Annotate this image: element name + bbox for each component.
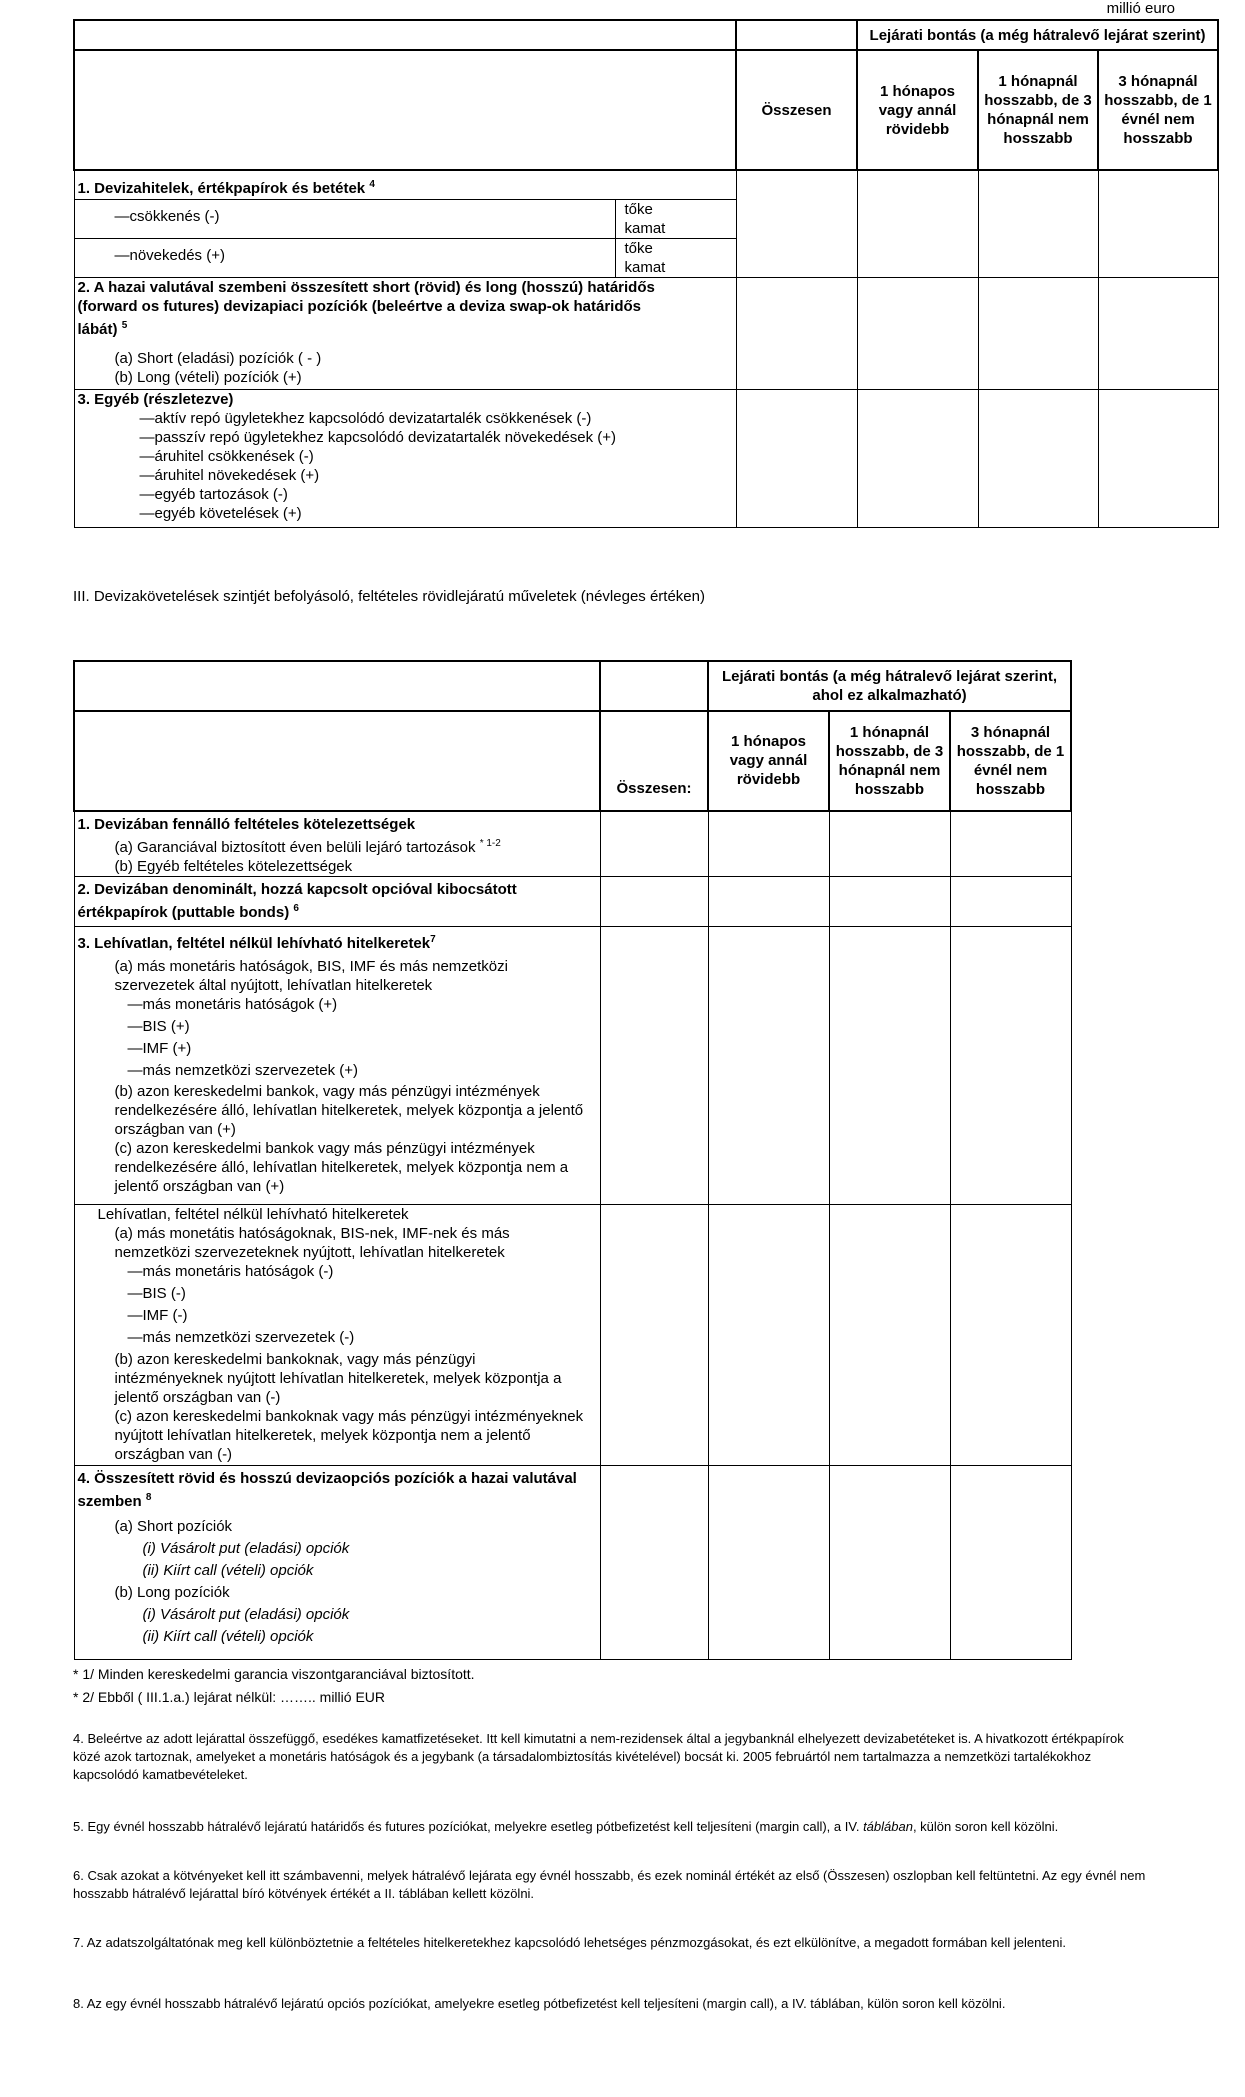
- header-line: hosszabb, de 1: [956, 743, 1065, 760]
- footnote-4: 4. Beleértve az adott lejárattal összefüggő, esedékes kamatfizetéseket. Itt kell kimutatni a nem-rezidensek által a jegybanknál elhelyezett devizabetéteket is. A hivatkozott értékpapírok közé azok tartoznak, amelyeket a monetáris hatóságok és a jegybank (a társadalombiztosítás kivételével) bocsát ki. 2005 februártól nem tartalmazza a nemzetközi tartalékokhoz kapcsolódó kamatbevételeket.: [73, 1731, 1124, 1782]
- cell-total: [600, 877, 708, 927]
- credit-line-text: intézményeknek nyújtott lehívatlan hitelkeretek, melyek központja a: [114, 1370, 562, 1387]
- header-line: évnél nem: [1121, 111, 1195, 128]
- row-title-part: értékpapírok (puttable bonds): [77, 904, 290, 921]
- header-line: évnél nem: [973, 762, 1048, 779]
- col-1m-header: [857, 50, 978, 170]
- footnote-ref: 5: [121, 319, 128, 331]
- cell-1m: [708, 877, 829, 927]
- row-title: 1. Devizában fennálló feltételes kötelezettségek: [77, 816, 416, 833]
- col-total-header: Összesen:: [600, 711, 708, 811]
- row-title: 2. Devizában denominált, hozzá kapcsolt opcióval kibocsátott: [77, 881, 517, 898]
- credit-line-text: országban van (+): [114, 1121, 236, 1138]
- cell-total: [736, 277, 857, 389]
- cell-1m: [857, 170, 978, 277]
- row-title: 4. Összesített rövid és hosszú devizaopciós pozíciók a hazai valutával: [77, 1470, 577, 1487]
- footnote-8: 8. Az egy évnél hosszabb hátralévő lejáratú opciós pozíciókat, amelyekre esetleg pótbefizetést kell teljesíteni (margin call), a IV. táblában, külön soron kell közölni.: [73, 1996, 1006, 2011]
- maturity-breakdown-header: Lejárati bontás (a még hátralevő lejárat szerint): [857, 20, 1218, 50]
- cell-1-3m: [978, 277, 1098, 389]
- cell-total: [600, 1205, 708, 1466]
- credit-line-item: —más nemzetközi szervezetek (-): [127, 1329, 355, 1346]
- header-line: hosszabb, de 3: [984, 92, 1092, 109]
- cell-total: [600, 811, 708, 877]
- cell-1-3m: [978, 170, 1098, 277]
- row-title: [78, 316, 736, 339]
- credit-line-item: —más monetáris hatóságok (+): [127, 996, 338, 1013]
- footnote-ref: 8: [145, 1492, 152, 1503]
- header-line: hosszabb, de 3: [835, 743, 944, 760]
- footnote-7: 7. Az adatszolgáltatónak meg kell különböztetnie a feltételes hitelkeretekhez kapcsolódó lehetséges pénzmozgásokat, és ezt elkülönítve, a megadott formában kell jelenteni.: [73, 1935, 1066, 1950]
- cell-total: [600, 1466, 708, 1660]
- credit-line-item: —más nemzetközi szervezetek (+): [127, 1062, 358, 1079]
- row-title: [78, 1488, 600, 1511]
- credit-line-item: —IMF (-): [127, 1307, 188, 1324]
- note-star2: * 2/ Ebből ( III.1.a.) lejárat nélkül: …….. millió EUR: [73, 1689, 385, 1705]
- guaranteed-debts-label: [78, 834, 600, 857]
- note-star1: * 1/ Minden kereskedelmi garancia viszontgaranciával biztosított.: [73, 1666, 475, 1682]
- cell-1-3m: [829, 1205, 950, 1466]
- header-line: hosszabb: [1003, 130, 1073, 147]
- cell-1m: [708, 1466, 829, 1660]
- header-line: rövidebb: [736, 771, 801, 788]
- row-title: [78, 899, 600, 922]
- credit-line-text: (b) azon kereskedelmi bankok, vagy más pénzügyi intézmények: [114, 1083, 540, 1100]
- credit-line-text: rendelkezésére álló, lehívatlan hitelkeretek, melyek központja a jelentő: [114, 1102, 584, 1119]
- footnote-ref: 4: [369, 179, 375, 190]
- cell-3-12m: [950, 811, 1071, 877]
- header-line: vagy annál: [729, 752, 808, 769]
- cell-1m: [708, 811, 829, 877]
- footnote-ref: 6: [293, 903, 299, 914]
- row3-cell: [74, 389, 736, 527]
- cell-1-3m: [829, 1466, 950, 1660]
- unit-label: millió euro: [1106, 0, 1175, 17]
- decrease-subtype-cell: [615, 199, 736, 238]
- footnote-text: 5. Egy évnél hosszabb hátralévő lejáratú határidős és futures pozíciókat, melyekre esetleg pótbefizetést kell teljesíteni (margin call), a IV.: [73, 1819, 864, 1834]
- cell-1m: [708, 927, 829, 1205]
- cell-3-12m: [1098, 277, 1218, 389]
- credit-line-item: —BIS (-): [127, 1285, 186, 1302]
- cell-1-3m: [829, 811, 950, 877]
- cell-3-12m: [950, 1466, 1071, 1660]
- footnote-text: táblában: [863, 1819, 913, 1834]
- decrease-label: —csökkenés (-): [114, 207, 220, 225]
- header-line: hosszabb: [975, 781, 1046, 798]
- long-positions-label: (b) Long (vételi) pozíciók (+): [114, 368, 302, 386]
- footnote-ref: * 1-2: [479, 838, 501, 849]
- header-line: hónapnál nem: [838, 762, 941, 779]
- header-line: vagy annál: [878, 101, 957, 119]
- header-line: hónapnál nem: [987, 111, 1089, 128]
- cell-1m: [708, 1205, 829, 1466]
- cell-total: [600, 927, 708, 1205]
- footnote-6: 6. Csak azokat a kötvényeket kell itt számbavenni, melyek hátralévő lejárata egy évnél hosszabb, és ezek nominál értékét az első (Összesen) oszlopban kell feltüntetni. Az egy évnél nem hosszabb hátralévő lejárattal bíró kötvények értékét a II. táblában kellett közölni.: [73, 1868, 1146, 1901]
- r4-cell: [74, 1466, 600, 1660]
- section-title: III. Devizakövetelések szintjét befolyásoló, feltételes rövidlejáratú műveletek (névleges értéken): [73, 588, 705, 605]
- header-line: hosszabb: [854, 781, 925, 798]
- header-blank: [74, 50, 736, 170]
- cell-1-3m: [829, 877, 950, 927]
- header-line: 1 hónapos: [730, 733, 806, 750]
- row-title-part: lábát): [77, 320, 118, 338]
- header-blank: [74, 661, 600, 711]
- other-item: —aktív repó ügyletekhez kapcsolódó devizatartalék csökkenések (-): [139, 409, 592, 427]
- header-blank: [74, 711, 600, 811]
- cell-3-12m: [1098, 170, 1218, 277]
- table-short-term-drains: [73, 19, 1219, 528]
- header-line: rövidebb: [885, 120, 950, 138]
- row-title-part: 3. Lehívatlan, feltétel nélkül lehívható hitelkeretek: [77, 935, 431, 952]
- credit-line-item: —más monetáris hatóságok (-): [127, 1263, 334, 1280]
- credit-line-text: jelentő országban van (-): [114, 1389, 281, 1406]
- principal-label: tőke: [624, 239, 653, 257]
- decrease-label-cell: [74, 199, 615, 238]
- interest-label: kamat: [624, 258, 666, 276]
- col-3-12m-header: [1098, 50, 1218, 170]
- credit-line-text: nemzetközi szervezeteknek nyújtott, lehívatlan hitelkeretek: [114, 1244, 505, 1261]
- header-blank: [600, 661, 708, 711]
- row-title: Lehívatlan, feltétel nélkül lehívható hitelkeretek: [97, 1206, 409, 1223]
- cell-3-12m: [1098, 389, 1218, 527]
- other-item: —passzív repó ügyletekhez kapcsolódó devizatartalék növekedések (+): [139, 428, 617, 446]
- cell-1-3m: [978, 389, 1098, 527]
- row-title: 2. A hazai valutával szembeni összesített short (rövid) és long (hosszú) határidős: [77, 278, 655, 296]
- credit-line-text: rendelkezésére álló, lehívatlan hitelkeretek, melyek központja nem a: [114, 1159, 569, 1176]
- header-line: hosszabb, de 1: [1104, 92, 1212, 109]
- credit-line-text: nyújtott lehívatlan hitelkeretek, melyek központja nem a jelentő: [114, 1427, 531, 1444]
- row2-cell: [74, 277, 736, 389]
- credit-line-item: —IMF (+): [127, 1040, 192, 1057]
- header-blank: [736, 20, 857, 50]
- cell-1m: [857, 389, 978, 527]
- col-1-3m-header: [978, 50, 1098, 170]
- row-title-part: szemben: [77, 1493, 142, 1510]
- row-title: 1. Devizahitelek, értékpapírok és betétek: [77, 180, 366, 197]
- credit-line-text: országban van (-): [114, 1446, 233, 1463]
- col-total-header: Összesen: [736, 50, 857, 170]
- header-line: 1 hónapos: [879, 82, 955, 100]
- cell-1m: [857, 277, 978, 389]
- cell-3-12m: [950, 877, 1071, 927]
- credit-line-text: (b) azon kereskedelmi bankoknak, vagy más pénzügyi: [114, 1351, 476, 1368]
- header-line: hosszabb: [1123, 130, 1193, 147]
- col-1m-header: [708, 711, 829, 811]
- other-item: —áruhitel csökkenések (-): [139, 447, 314, 465]
- cell-total: [736, 170, 857, 277]
- header-line: 1 hónapnál: [849, 724, 930, 741]
- option-label: (i) Vásárolt put (eladási) opciók: [142, 1540, 350, 1557]
- credit-line-text: (a) más monetátis hatóságoknak, BIS-nek, IMF-nek és más: [114, 1225, 510, 1242]
- cell-total: [736, 389, 857, 527]
- credit-line-text: (c) azon kereskedelmi bankoknak vagy más pénzügyi intézményeknek: [114, 1408, 584, 1425]
- increase-subtype-cell: [615, 238, 736, 277]
- increase-label: —növekedés (+): [114, 246, 225, 264]
- header-line: 1 hónapnál: [998, 73, 1078, 90]
- col-3-12m-header: [950, 711, 1071, 811]
- col-1-3m-header: [829, 711, 950, 811]
- credit-line-text: szervezetek által nyújtott, lehívatlan hitelkeretek: [114, 977, 433, 994]
- option-label: (ii) Kiírt call (vételi) opciók: [142, 1562, 314, 1579]
- header-blank: [74, 20, 736, 50]
- option-label: (i) Vásárolt put (eladási) opciók: [142, 1606, 350, 1623]
- other-contingent-label: (b) Egyéb feltételes kötelezettségek: [114, 858, 353, 875]
- long-positions-label: (b) Long pozíciók: [114, 1584, 230, 1601]
- row-title: 3. Egyéb (részletezve): [77, 390, 234, 408]
- row-title: [78, 930, 600, 953]
- principal-label: tőke: [624, 200, 653, 218]
- header-line: 3 hónapnál: [970, 724, 1051, 741]
- increase-label-cell: [74, 238, 615, 277]
- r2-cell: [74, 877, 600, 927]
- other-item: —egyéb követelések (+): [139, 504, 302, 522]
- credit-line-text: jelentő országban van (+): [114, 1178, 285, 1195]
- table-contingent-drains: [73, 660, 1072, 1660]
- row-title: (forward os futures) devizapiaci pozíciók (beleértve a deviza swap-ok határidős: [77, 297, 641, 315]
- footnote-ref: 7: [430, 934, 436, 945]
- other-item: —egyéb tartozások (-): [139, 485, 288, 503]
- guaranteed-debts-text: (a) Garanciával biztosított éven belüli lejáró tartozások: [114, 839, 476, 856]
- cell-1-3m: [829, 927, 950, 1205]
- option-label: (ii) Kiírt call (vételi) opciók: [142, 1628, 314, 1645]
- r3-cell: [74, 927, 600, 1205]
- r3b-cell: [74, 1205, 600, 1466]
- header-line: Lejárati bontás (a még hátralevő lejárat szerint,: [721, 668, 1058, 685]
- interest-label: kamat: [624, 219, 666, 237]
- header-line: 3 hónapnál: [1118, 73, 1198, 90]
- credit-line-item: —BIS (+): [127, 1018, 190, 1035]
- footnote-5: [73, 1818, 1148, 1836]
- credit-line-text: (c) azon kereskedelmi bankok vagy más pénzügyi intézmények: [114, 1140, 535, 1157]
- row1-title-cell: [74, 170, 736, 199]
- cell-3-12m: [950, 927, 1071, 1205]
- maturity-breakdown-header: [708, 661, 1071, 711]
- footnote-text: , külön soron kell közölni.: [912, 1819, 1059, 1834]
- other-item: —áruhitel növekedések (+): [139, 466, 320, 484]
- header-line: ahol ez alkalmazható): [812, 687, 967, 704]
- r1-cell: [74, 811, 600, 877]
- short-positions-label: (a) Short pozíciók: [114, 1518, 233, 1535]
- short-positions-label: (a) Short (eladási) pozíciók ( - ): [114, 349, 322, 367]
- credit-line-text: (a) más monetáris hatóságok, BIS, IMF és más nemzetközi: [114, 958, 508, 975]
- cell-3-12m: [950, 1205, 1071, 1466]
